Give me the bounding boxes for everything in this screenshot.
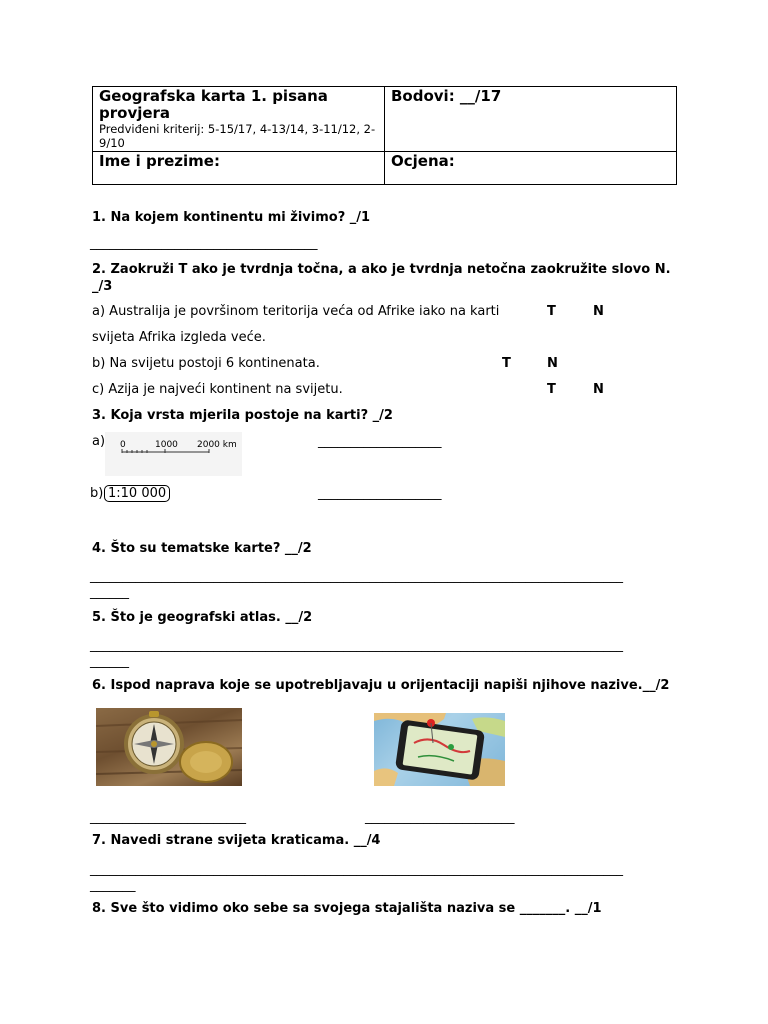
compass-photo (96, 708, 242, 786)
statement-c: c) Azija je najveći kontinent na svijetu. (92, 382, 343, 397)
question-1: 1. Na kojem kontinentu mi živimo? _/1 (92, 210, 371, 225)
statement-b-false[interactable]: N (547, 356, 558, 371)
phone-map-photo (374, 713, 505, 786)
grading-criteria: Predviđeni kriterij: 5-15/17, 4-13/14, 3-11/12, 2-9/10 (99, 122, 376, 150)
answer-line-1[interactable]: ___________________________________ (90, 236, 318, 251)
scale-tick-1000: 1000 (155, 440, 178, 450)
question-6: 6. Ispod naprava koje se upotrebljavaju u orijentaciji napiši njihove nazive.__/2 (92, 678, 670, 693)
answer-line-7a[interactable]: __________________________________________________________________________________ (90, 862, 623, 877)
question-7: 7. Navedi strane svijeta kraticama. __/4 (92, 833, 381, 848)
answer-line-5a[interactable]: __________________________________________________________________________________ (90, 638, 623, 653)
question-2: 2. Zaokruži T ako je tvrdnja točna, a ako je tvrdnja netočna zaokružite slovo N. (92, 262, 671, 277)
question-4: 4. Što su tematske karte? __/2 (92, 541, 312, 556)
graphic-scale-image (105, 432, 242, 476)
option-a-label: a) (92, 434, 106, 449)
answer-line-7b[interactable]: _______ (90, 878, 136, 893)
statement-a-true[interactable]: T (547, 304, 556, 319)
statement-a-line1: a) Australija je površinom teritorija veća od Afrike iako na karti (92, 304, 500, 319)
answer-line-4a[interactable]: __________________________________________________________________________________ (90, 569, 623, 584)
scale-bar-icon (105, 432, 242, 476)
statement-b-true[interactable]: T (502, 356, 511, 371)
numeric-scale: 1:10 000 (104, 485, 170, 502)
question-5: 5. Što je geografski atlas. __/2 (92, 610, 313, 625)
statement-c-false[interactable]: N (593, 382, 604, 397)
statement-c-true[interactable]: T (547, 382, 556, 397)
scale-tick-2000: 2000 km (197, 440, 237, 450)
header-title-cell (93, 87, 385, 152)
name-label: Ime i prezime: (99, 152, 220, 170)
statement-b: b) Na svijetu postoji 6 kontinenata. (92, 356, 320, 371)
answer-line-6b[interactable]: _______________________ (365, 810, 515, 825)
points-label: Bodovi: __/17 (391, 87, 502, 105)
header-points-cell (385, 87, 677, 152)
header-name-cell (93, 152, 385, 185)
statement-a-false[interactable]: N (593, 304, 604, 319)
question-8: 8. Sve što vidimo oko sebe sa svojega stajališta naziva se _______. __/1 (92, 901, 602, 916)
answer-line-4b[interactable]: ______ (90, 585, 129, 600)
test-title: Geografska karta 1. pisana provjera (99, 87, 328, 122)
question-2-points: _/3 (92, 279, 113, 294)
phone-gps-icon (374, 713, 505, 786)
answer-line-3a[interactable]: ___________________ (318, 434, 442, 449)
answer-line-3b[interactable]: ___________________ (318, 486, 442, 501)
grade-label: Ocjena: (391, 152, 455, 170)
header-table (92, 86, 677, 185)
answer-line-5b[interactable]: ______ (90, 654, 129, 669)
header-grade-cell (385, 152, 677, 185)
statement-a-line2: svijeta Afrika izgleda veće. (92, 330, 266, 345)
compass-icon (96, 708, 242, 786)
answer-line-6a[interactable]: ________________________ (90, 810, 246, 825)
scale-tick-0: 0 (120, 440, 126, 450)
question-3: 3. Koja vrsta mjerila postoje na karti? _/2 (92, 408, 393, 423)
option-b-label: b) (90, 486, 104, 501)
